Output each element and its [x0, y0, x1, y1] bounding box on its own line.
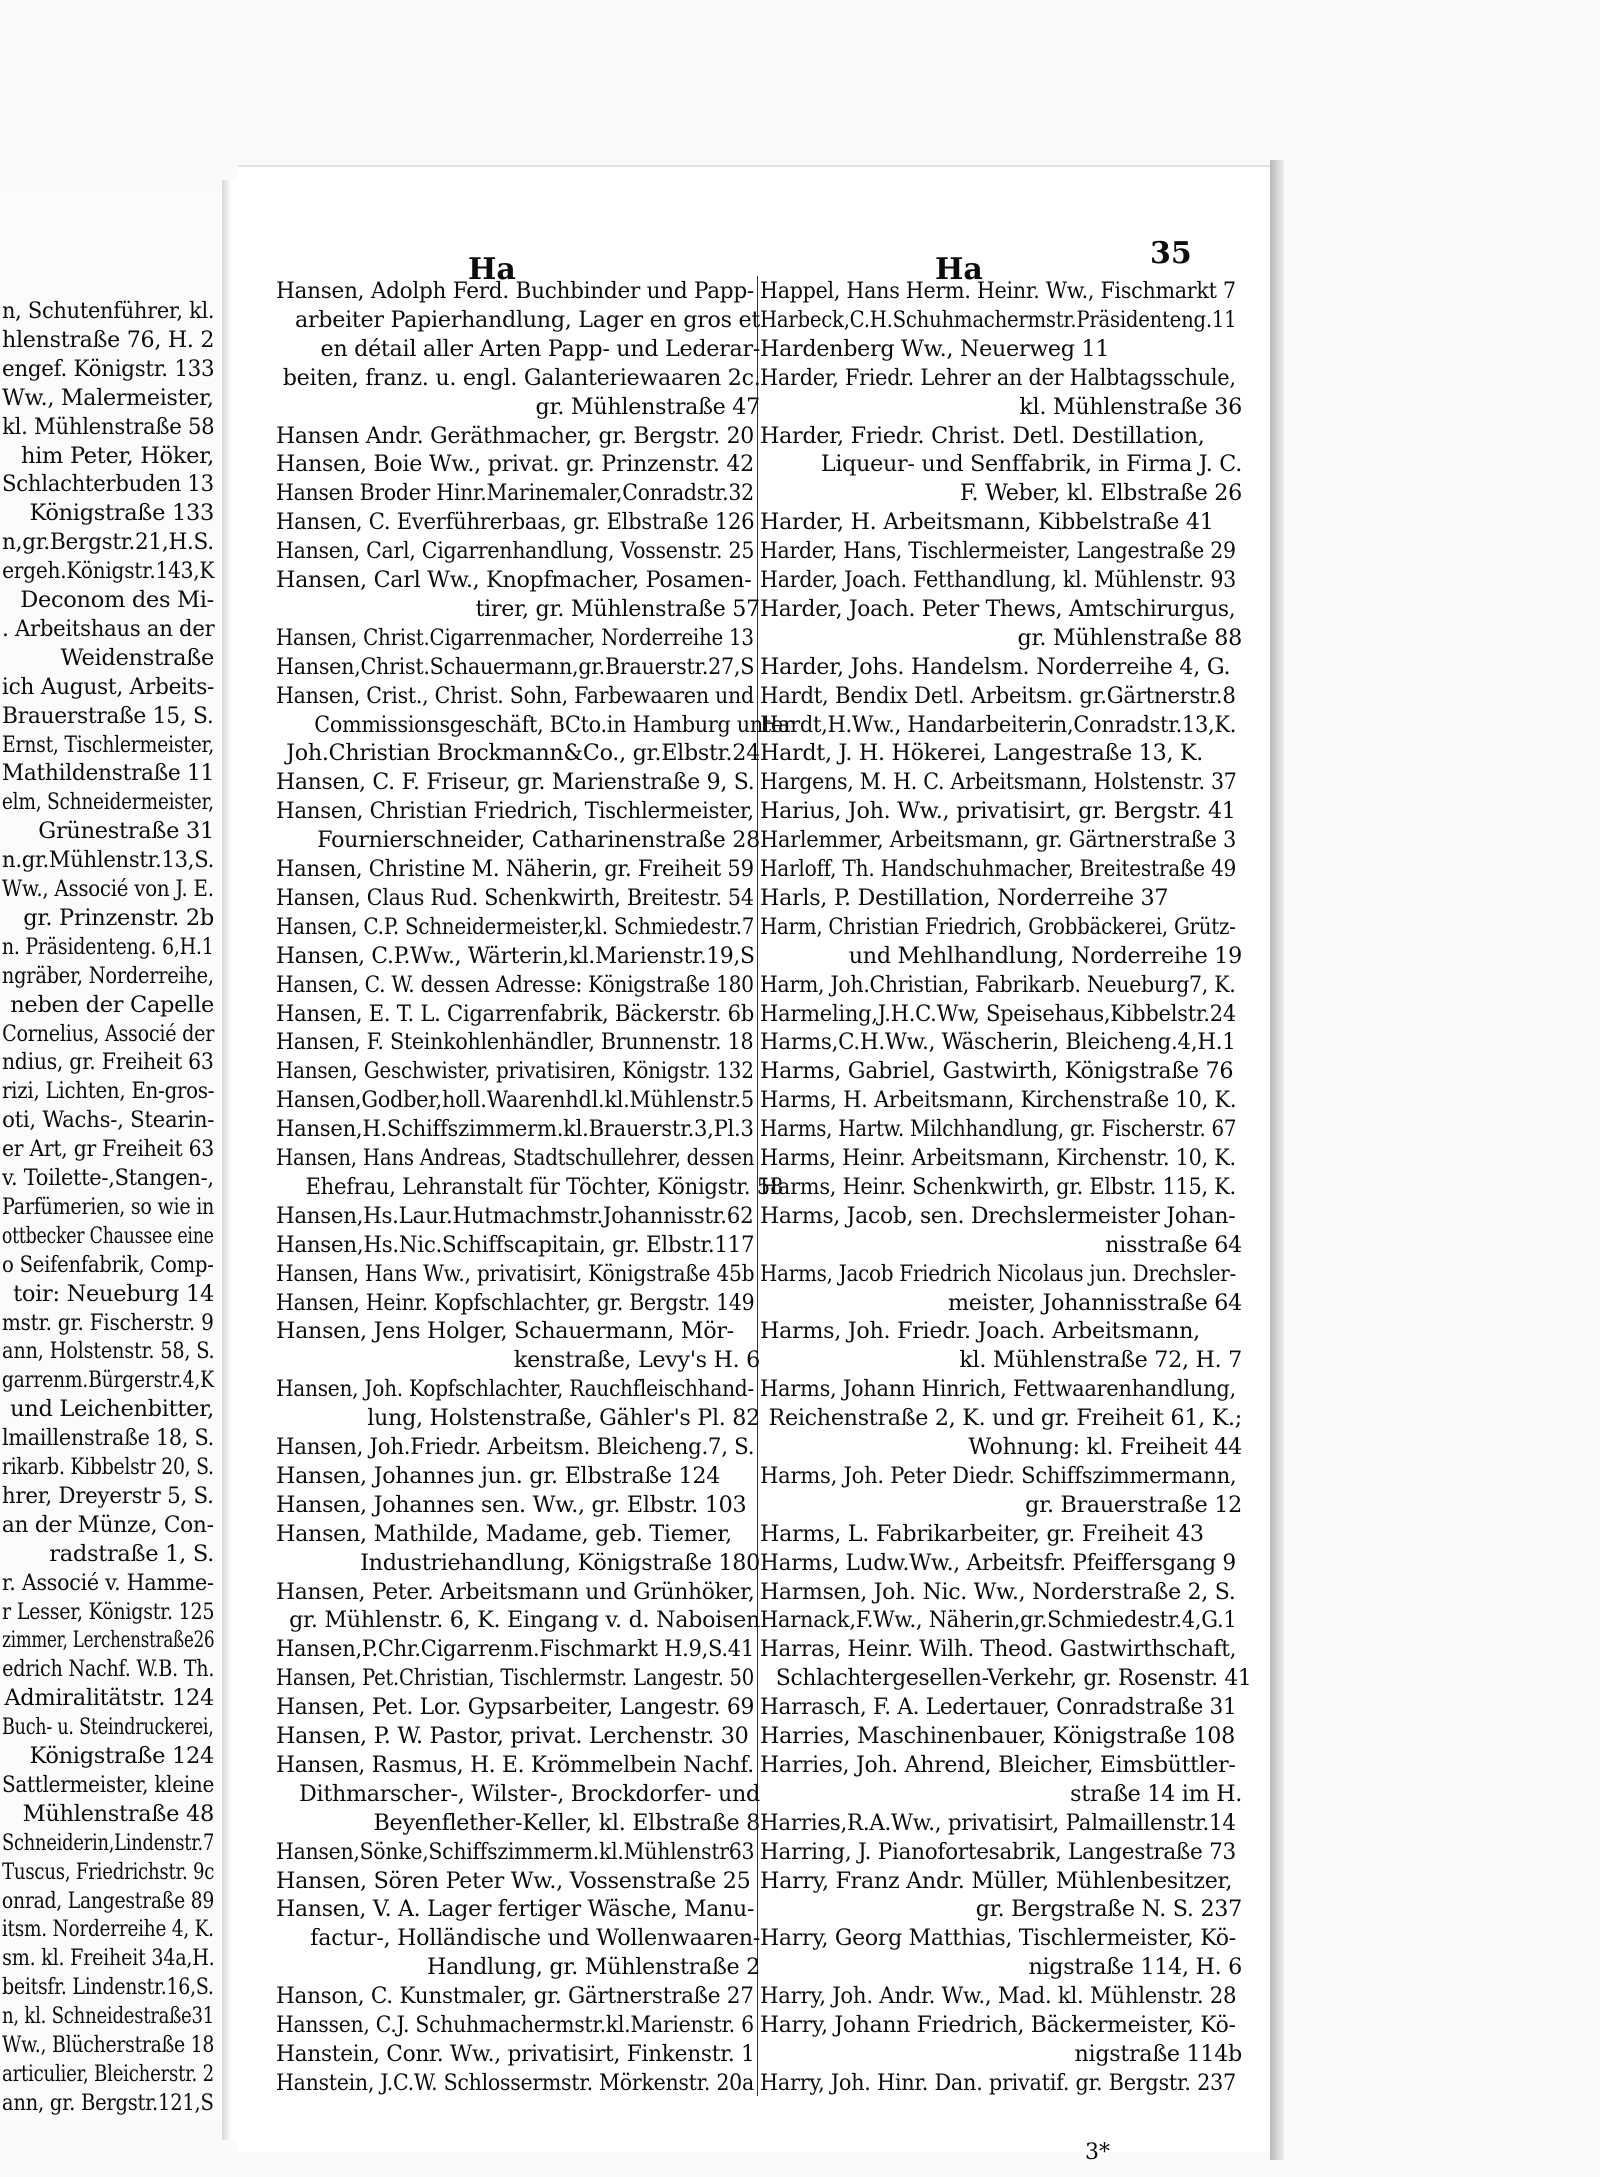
left-fragment-line: ngräber, Norderreihe,: [2, 962, 214, 989]
left-fragment-line: ann, Holstenstr. 58, S.: [1, 1338, 214, 1365]
left-fragment-line: an der Münze, Con-: [2, 1511, 214, 1538]
header-right: Ha: [935, 252, 983, 287]
directory-entry-line: Harder, H. Arbeitsmann, Kibbelstraße 41: [760, 509, 1214, 536]
left-fragment-line: engef. Königstr. 133: [1, 355, 214, 382]
directory-entry-line: kl. Mühlenstraße 36: [1019, 393, 1242, 420]
left-fragment-line: lmaillenstraße 18, S.: [1, 1425, 214, 1452]
directory-entry-line: Hansen, Claus Rud. Schenkwirth, Breitestr. 54: [276, 884, 754, 911]
directory-entry-line: meister, Johannisstraße 64: [947, 1289, 1242, 1316]
directory-entry-line: Hansen, Heinr. Kopfschlachter, gr. Bergstr. 149: [276, 1289, 755, 1316]
signature-mark: 3*: [1085, 2140, 1110, 2165]
left-fragment-line: Königstraße 133: [29, 500, 214, 527]
directory-entry-line: Liqueur- und Senffabrik, in Firma J. C.: [820, 451, 1242, 478]
left-fragment-line: n.gr.Mühlenstr.13,S.: [1, 847, 214, 874]
directory-entry-line: lung, Holstenstraße, Gähler's Pl. 82: [367, 1405, 760, 1432]
left-fragment-line: Ww., Malermeister,: [2, 384, 214, 411]
left-fragment-line: onrad, Langestraße 89: [1, 1887, 214, 1914]
directory-entry-line: Hardt,H.Ww., Handarbeiterin,Conradstr.13,K.: [760, 711, 1237, 738]
directory-entry-line: Harder, Hans, Tischlermeister, Langestraße 29: [760, 538, 1236, 565]
directory-entry-line: Hansen,H.Schiffszimmerm.kl.Brauerstr.3,Pl.3: [276, 1116, 754, 1143]
directory-entry-line: Harder, Friedr. Lehrer an der Halbtagsschule,: [760, 364, 1236, 391]
left-fragment-line: v. Toilette-,Stangen-,: [2, 1165, 214, 1191]
directory-entry-line: Harms, Jacob, sen. Drechslermeister Johan-: [760, 1202, 1236, 1229]
left-fragment-line: edrich Nachf. W.B. Th.: [1, 1656, 214, 1683]
left-fragment-line: gr. Prinzenstr. 2b: [23, 904, 214, 931]
directory-entry-line: Hansen, Christian Friedrich, Tischlermeister,: [276, 798, 754, 825]
directory-entry-line: Hansen, Carl, Cigarrenhandlung, Vossenstr. 25: [276, 538, 755, 565]
directory-entry-line: straße 14 im H.: [1070, 1780, 1242, 1807]
directory-entry-line: Harry, Georg Matthias, Tischlermeister, Kö-: [760, 1925, 1236, 1952]
directory-entry-line: Hansen, E. T. L. Cigarrenfabrik, Bäckerstr. 6b: [276, 1000, 755, 1027]
left-fragment-line: ottbecker Chaussee eine: [2, 1222, 214, 1249]
directory-entry-line: Hansen,Christ.Schauermann,gr.Brauerstr.27,S: [276, 653, 755, 680]
directory-entry-line: Hansen, Sören Peter Ww., Vossenstraße 25: [276, 1867, 751, 1894]
directory-entry-line: Harms, L. Fabrikarbeiter, gr. Freiheit 43: [760, 1520, 1204, 1547]
directory-entry-line: Hansen,Hs.Laur.Hutmachmstr.Johannisstr.62: [276, 1202, 754, 1229]
left-fragment-line: Ww., Associé von J. E.: [2, 876, 214, 902]
directory-entry-line: Beyenflether-Keller, kl. Elbstraße 8: [373, 1809, 760, 1836]
directory-entry-line: Hansen, Crist., Christ. Sohn, Farbewaaren und: [276, 682, 754, 709]
directory-entry-line: Hanstein, J.C.W. Schlossermstr. Mörkenstr. 20a: [276, 2069, 754, 2096]
directory-entry-line: nigstraße 114b: [1074, 2040, 1242, 2067]
directory-entry-line: Harry, Franz Andr. Müller, Mühlenbesitzer,: [760, 1867, 1233, 1894]
directory-entry-line: Hansen, P. W. Pastor, privat. Lerchenstr. 30: [276, 1723, 749, 1749]
directory-entry-line: Harry, Joh. Andr. Ww., Mad. kl. Mühlenstr. 28: [760, 1983, 1237, 2010]
left-fragment-line: Ww., Blücherstraße 18: [1, 2032, 214, 2058]
left-fragment-line: Tuscus, Friedrichstr. 9c: [1, 1858, 214, 1885]
directory-entry-line: Harnack,F.Ww., Näherin,gr.Schmiedestr.4,G.1: [760, 1607, 1237, 1634]
left-fragment-line: o Seifenfabrik, Comp-: [2, 1251, 214, 1278]
left-fragment-line: r. Associé v. Hamme-: [2, 1569, 214, 1596]
directory-entry-line: Harms, Hartw. Milchhandlung, gr. Fischerstr. 67: [760, 1116, 1237, 1143]
directory-entry-line: Hansen, C. Everführerbaas, gr. Elbstraße 126: [276, 509, 755, 536]
directory-entry-line: Hansen, Peter. Arbeitsmann und Grünhöker,: [276, 1578, 755, 1605]
directory-entry-line: Harlemmer, Arbeitsmann, gr. Gärtnerstraße 3: [760, 827, 1237, 854]
directory-entry-line: F. Weber, kl. Elbstraße 26: [959, 480, 1242, 507]
directory-entry-line: Harmeling,J.H.C.Ww, Speisehaus,Kibbelstr.24: [760, 1000, 1236, 1027]
directory-entry-line: Hansen, Hans Andreas, Stadtschullehrer, dessen: [276, 1145, 755, 1171]
left-fragment-line: ergeh.Königstr.143,K: [1, 558, 214, 585]
directory-entry-line: Reichenstraße 2, K. und gr. Freiheit 61, K.;: [768, 1405, 1242, 1432]
left-fragment-line: sm. kl. Freiheit 34a,H.: [1, 1945, 214, 1972]
directory-entry-line: Hansen, C.P.Ww., Wärterin,kl.Marienstr.19,S: [276, 942, 755, 969]
directory-entry-line: Hansen,P.Chr.Cigarrenm.Fischmarkt H.9,S.41: [276, 1636, 754, 1663]
directory-entry-line: Schlachtergesellen-Verkehr, gr. Rosenstr. 41: [775, 1665, 1252, 1692]
directory-entry-line: Hansen, Boie Ww., privat. gr. Prinzenstr. 42: [276, 451, 754, 478]
left-fragment-line: n,gr.Bergstr.21,H.S.: [2, 529, 214, 556]
directory-entry-line: Hansen, F. Steinkohlenhändler, Brunnenstr. 18: [276, 1029, 754, 1056]
directory-entry-line: Harry, Johann Friedrich, Bäckermeister, Kö-: [760, 2012, 1236, 2038]
left-fragment-line: Schlachterbuden 13: [2, 471, 214, 498]
directory-entry-line: Fournierschneider, Catharinenstraße 28: [317, 827, 760, 854]
directory-entry-line: Hansen, Joh.Friedr. Arbeitsm. Bleicheng.7, S.: [276, 1434, 755, 1460]
directory-entry-line: factur-, Holländische und Wollenwaaren-: [310, 1925, 760, 1952]
directory-entry-line: Harms, Joh. Friedr. Joach. Arbeitsmann,: [760, 1318, 1200, 1345]
directory-entry-line: Harms,C.H.Ww., Wäscherin, Bleicheng.4,H.1: [760, 1029, 1236, 1056]
left-fragment-line: radstraße 1, S.: [49, 1540, 214, 1567]
left-fragment-line: zimmer, Lerchenstraße26: [1, 1627, 214, 1654]
directory-entry-line: Harms, Gabriel, Gastwirth, Königstraße 76: [760, 1058, 1234, 1085]
directory-entry-line: Hansen, Joh. Kopfschlachter, Rauchfleischhand-: [276, 1376, 754, 1403]
directory-entry-line: Harms, Joh. Peter Diedr. Schiffszimmermann,: [760, 1462, 1237, 1489]
directory-entry-line: gr. Brauerstraße 12: [1025, 1491, 1242, 1518]
page-number: 35: [1150, 236, 1192, 271]
directory-entry-line: Hansen, Jens Holger, Schauermann, Mör-: [276, 1318, 734, 1345]
left-fragment-line: beitsfr. Lindenstr.16,S.: [2, 1974, 214, 2001]
left-fragment-line: Buch- u. Steindruckerei,: [2, 1714, 214, 1741]
left-fragment-line: articulier, Bleicherstr. 2: [2, 2060, 214, 2087]
left-fragment-line: rikarb. Kibbelstr 20, S.: [2, 1454, 214, 1480]
directory-entry-line: nigstraße 114, H. 6: [1028, 1954, 1242, 1981]
directory-entry-line: Harius, Joh. Ww., privatisirt, gr. Bergstr. 41: [760, 798, 1236, 825]
directory-entry-line: Harries,R.A.Ww., privatisirt, Palmaillenstr.14: [760, 1809, 1236, 1836]
directory-entry-line: Ehefrau, Lehranstalt für Töchter, Königstr. 58: [305, 1173, 784, 1200]
directory-entry-line: kl. Mühlenstraße 72, H. 7: [959, 1347, 1242, 1374]
directory-entry-line: Happel, Hans Herm. Heinr. Ww., Fischmarkt 7: [760, 278, 1236, 304]
directory-entry-line: Hansen,Hs.Nic.Schiffscapitain, gr. Elbstr.117: [276, 1231, 755, 1258]
left-fragment-line: garrenm.Bürgerstr.4,K: [2, 1367, 214, 1394]
directory-entry-line: Harries, Joh. Ahrend, Bleicher, Eimsbüttler-: [760, 1751, 1236, 1778]
directory-entry-line: Harring, J. Pianofortesabrik, Langestraße 73: [760, 1838, 1236, 1865]
directory-entry-line: Harms, Heinr. Arbeitsmann, Kirchenstr. 10, K.: [760, 1145, 1236, 1171]
left-fragment-line: . Arbeitshaus an der: [1, 615, 214, 642]
directory-entry-line: Harms, Johann Hinrich, Fettwaarenhandlung,: [760, 1376, 1236, 1403]
left-page-fragment: [0, 190, 225, 2120]
left-fragment-line: ann, gr. Bergstr.121,S: [2, 2089, 214, 2116]
left-fragment-line: Weidenstraße: [60, 644, 214, 671]
directory-entry-line: gr. Mühlenstraße 47: [535, 393, 760, 420]
directory-entry-line: Hansen Broder Hinr.Marinemaler,Conradstr.32: [276, 480, 754, 507]
directory-entry-line: Harry, Joh. Hinr. Dan. privatif. gr. Bergstr. 237: [760, 2069, 1237, 2096]
directory-entry-line: Harms, Heinr. Schenkwirth, gr. Elbstr. 115, K.: [760, 1173, 1236, 1200]
left-fragment-line: Sattlermeister, kleine: [1, 1771, 214, 1798]
directory-entry-line: Hanstein, Conr. Ww., privatisirt, Finkenstr. 1: [276, 2040, 755, 2067]
header-left: Ha: [468, 252, 516, 287]
directory-entry-line: Hansen, Geschwister, privatisiren, Königstr. 132: [276, 1058, 754, 1085]
left-fragment-line: Grünestraße 31: [38, 818, 214, 845]
directory-entry-line: Hansen Andr. Geräthmacher, gr. Bergstr. 20: [276, 422, 754, 449]
left-fragment-line: Mathildenstraße 11: [1, 760, 214, 787]
directory-entry-line: Harder, Friedr. Christ. Detl. Destillation,: [760, 422, 1205, 449]
directory-entry-line: Hansen, Rasmus, H. E. Krömmelbein Nachf.: [276, 1751, 754, 1778]
left-fragment-line: Schneiderin,Lindenstr.7: [1, 1829, 214, 1856]
left-fragment-line: Ernst, Tischlermeister,: [2, 731, 214, 758]
directory-entry-line: Hardt, J. H. Hökerei, Langestraße 13, K.: [760, 740, 1204, 767]
directory-entry-line: Harbeck,C.H.Schuhmachermstr.Präsidenteng.11: [760, 306, 1237, 333]
left-fragment-line: rizi, Lichten, En-gros-: [1, 1078, 214, 1105]
directory-entry-line: Hansen, C. W. dessen Adresse: Königstraße 180: [276, 971, 754, 998]
left-fragment-line: Admiralitätstr. 124: [4, 1685, 214, 1712]
directory-entry-line: Hansen, Pet.Christian, Tischlermstr. Langestr. 50: [276, 1665, 754, 1692]
left-fragment-line: Mühlenstraße 48: [22, 1800, 214, 1827]
book-gutter: [222, 180, 238, 2140]
directory-entry-line: Hansen, Johannes sen. Ww., gr. Elbstr. 103: [276, 1491, 747, 1518]
directory-entry-line: Dithmarscher-, Wilster-, Brockdorfer- und: [298, 1780, 760, 1807]
directory-entry-line: kenstraße, Levy's H. 6: [513, 1347, 760, 1374]
directory-entry-line: Harrasch, F. A. Ledertauer, Conradstraße 31: [760, 1694, 1237, 1721]
left-fragment-line: toir: Neueburg 14: [13, 1280, 214, 1307]
left-fragment-line: n, kl. Schneidestraße31: [2, 2003, 214, 2030]
directory-entry-line: tirer, gr. Mühlenstraße 57: [475, 595, 760, 622]
directory-entry-line: Harms, Jacob Friedrich Nicolaus jun. Drechsler-: [760, 1260, 1236, 1287]
left-fragment-line: Königstraße 124: [29, 1743, 214, 1769]
page-edge: [1270, 160, 1284, 2160]
directory-entry-line: Commissionsgeschäft, BCto.in Hamburg unter: [314, 711, 793, 738]
directory-entry-line: Hanson, C. Kunstmaler, gr. Gärtnerstraße 27: [276, 1983, 754, 2010]
directory-entry-line: Harm, Joh.Christian, Fabrikarb. Neueburg7, K.: [760, 971, 1236, 998]
directory-entry-line: Harder, Joach. Peter Thews, Amtschirurgus,: [760, 595, 1236, 622]
directory-entry-line: Hardenberg Ww., Neuerweg 11: [760, 335, 1110, 362]
directory-entry-line: Hansen, Carl Ww., Knopfmacher, Posamen-: [276, 567, 752, 593]
directory-entry-line: Harder, Joach. Fetthandlung, kl. Mühlenstr. 93: [760, 567, 1237, 593]
directory-entry-line: Harms, Ludw.Ww., Arbeitsfr. Pfeiffersgang 9: [760, 1549, 1236, 1576]
left-fragment-line: n. Präsidenteng. 6,H.1: [2, 933, 214, 960]
directory-entry-line: und Mehlhandlung, Norderreihe 19: [848, 942, 1242, 969]
directory-entry-line: nisstraße 64: [1105, 1231, 1242, 1258]
left-fragment-line: oti, Wachs-, Stearin-: [1, 1107, 214, 1134]
directory-entry-line: gr. Mühlenstraße 88: [1017, 624, 1242, 651]
directory-entry-line: Harries, Maschinenbauer, Königstraße 108: [760, 1723, 1235, 1749]
left-fragment-line: kl. Mühlenstraße 58: [1, 413, 214, 440]
directory-entry-line: Harras, Heinr. Wilh. Theod. Gastwirthschaft,: [760, 1636, 1237, 1663]
left-fragment-line: Deconom des Mi-: [20, 587, 214, 613]
directory-entry-line: Hardt, Bendix Detl. Arbeitsm. gr.Gärtnerstr.8: [760, 682, 1236, 709]
left-fragment-line: neben der Capelle: [10, 991, 214, 1018]
left-fragment-line: hrer, Dreyerstr 5, S.: [2, 1482, 214, 1509]
directory-entry-line: beiten, franz. u. engl. Galanteriewaaren 2c.: [282, 364, 761, 391]
directory-entry-line: Hargens, M. H. C. Arbeitsmann, Holstenstr. 37: [760, 769, 1237, 796]
directory-entry-line: Harloff, Th. Handschuhmacher, Breitestraße 49: [760, 856, 1237, 882]
directory-entry-line: Joh.Christian Brockmann&Co., gr.Elbstr.24: [286, 740, 760, 767]
directory-entry-line: Hansen, C.P. Schneidermeister,kl. Schmiedestr.7: [276, 913, 755, 940]
directory-entry-line: arbeiter Papierhandlung, Lager en gros et: [294, 306, 760, 333]
directory-entry-line: Harm, Christian Friedrich, Grobbäckerei, Grütz-: [760, 913, 1236, 940]
directory-entry-line: Hansen, V. A. Lager fertiger Wäsche, Manu-: [276, 1896, 755, 1923]
directory-entry-line: Harmsen, Joh. Nic. Ww., Norderstraße 2, S.: [760, 1578, 1236, 1605]
directory-entry-line: Hansen, C. F. Friseur, gr. Marienstraße 9, S.: [276, 769, 755, 796]
directory-entry-line: Harder, Johs. Handelsm. Norderreihe 4, G.: [760, 653, 1231, 680]
left-fragment-line: elm, Schneidermeister,: [2, 789, 214, 816]
left-fragment-line: itsm. Norderreihe 4, K.: [2, 1916, 214, 1943]
directory-entry-line: Hansen,Sönke,Schiffszimmerm.kl.Mühlenstr63: [276, 1838, 755, 1865]
directory-entry-line: Handlung, gr. Mühlenstraße 2: [427, 1954, 760, 1981]
directory-entry-line: Hansen, Hans Ww., privatisirt, Königstraße 45b: [276, 1260, 755, 1287]
directory-entry-line: Hansen, Christ.Cigarrenmacher, Norderreihe 13: [276, 624, 754, 651]
directory-entry-line: Hanssen, C.J. Schuhmachermstr.kl.Marienstr. 6: [276, 2012, 754, 2038]
directory-entry-line: gr. Bergstraße N. S. 237: [975, 1896, 1242, 1923]
left-fragment-line: n, Schutenführer, kl.: [1, 298, 214, 324]
directory-entry-line: Hansen, Adolph Ferd. Buchbinder und Papp-: [276, 278, 754, 304]
left-fragment-line: und Leichenbitter,: [10, 1396, 214, 1423]
directory-entry-line: Industriehandlung, Königstraße 180: [360, 1549, 760, 1576]
directory-entry-line: Harms, H. Arbeitsmann, Kirchenstraße 10, K.: [760, 1087, 1237, 1114]
directory-entry-line: Hansen, Pet. Lor. Gypsarbeiter, Langestr. 69: [276, 1694, 755, 1721]
left-fragment-line: Brauerstraße 15, S.: [2, 702, 214, 729]
left-fragment-line: er Art, gr Freiheit 63: [1, 1136, 214, 1163]
directory-entry-line: en détail aller Arten Papp- und Lederar-: [320, 335, 760, 362]
directory-entry-line: Hansen, Christine M. Näherin, gr. Freiheit 59: [276, 856, 754, 882]
left-fragment-line: Parfümerien, so wie in: [1, 1193, 214, 1220]
left-fragment-line: him Peter, Höker,: [20, 442, 214, 469]
left-fragment-line: ndius, gr. Freiheit 63: [2, 1049, 214, 1076]
directory-entry-line: Hansen,Godber,holl.Waarenhdl.kl.Mühlenstr.5: [276, 1087, 754, 1114]
left-fragment-line: r Lesser, Königstr. 125: [1, 1598, 214, 1625]
directory-entry-line: Hansen, Johannes jun. gr. Elbstraße 124: [276, 1462, 721, 1489]
directory-entry-line: Harls, P. Destillation, Norderreihe 37: [760, 884, 1169, 911]
directory-entry-line: gr. Mühlenstr. 6, K. Eingang v. d. Naboisen: [289, 1607, 760, 1634]
left-fragment-line: ich August, Arbeits-: [1, 673, 214, 700]
left-fragment-line: hlenstraße 76, H. 2: [1, 326, 214, 353]
left-fragment-line: Cornelius, Associé der: [2, 1020, 214, 1047]
directory-entry-line: Wohnung: kl. Freiheit 44: [968, 1434, 1242, 1460]
left-fragment-line: mstr. gr. Fischerstr. 9: [2, 1309, 214, 1336]
directory-entry-line: Hansen, Mathilde, Madame, geb. Tiemer,: [276, 1520, 732, 1547]
